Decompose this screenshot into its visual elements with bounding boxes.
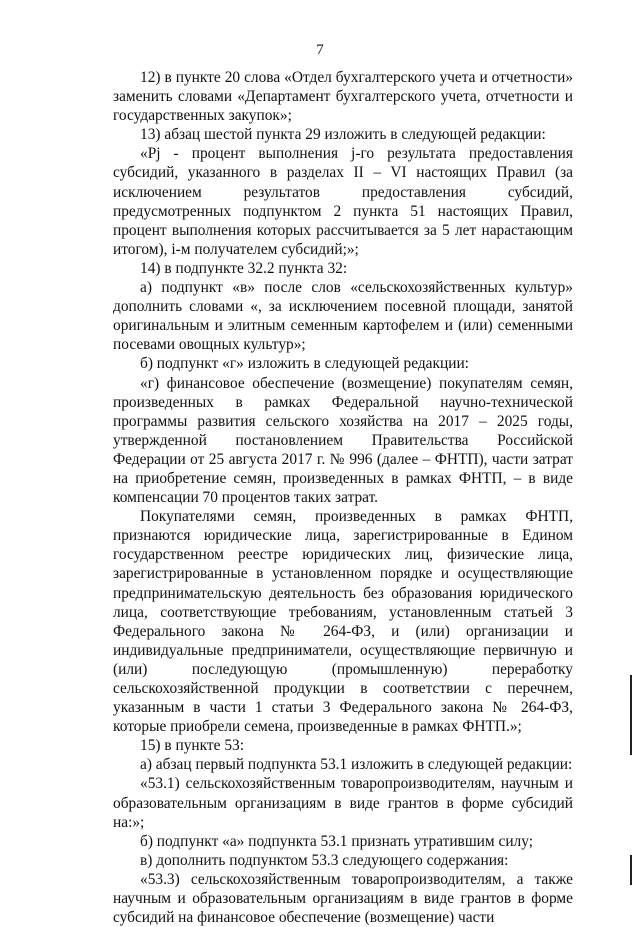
paragraph-15-b: б) подпункт «а» подпункта 53.1 признать утратившим силу; bbox=[140, 832, 534, 850]
paragraph-item-14: 14) в подпункте 32.2 пункта 32: bbox=[140, 259, 348, 277]
paragraph-15-v: в) дополнить подпунктом 53.3 следующего содержания: bbox=[140, 851, 509, 869]
paragraph-item-15: 15) в пункте 53: bbox=[140, 737, 244, 755]
paragraph-item-12: 12) в пункте 20 слова «Отдел бухгалтерского учета и отчетности» заменить словами «Департамент бухгалтерского учета, отчетности и государственных закупок»; bbox=[113, 69, 573, 125]
paragraph-15-a: а) абзац первый подпункта 53.1 изложить в следующей редакции: bbox=[140, 756, 573, 774]
paragraph-subitem-g: «г) финансовое обеспечение (возмещение) покупателям семян, произведенных в рамках Федеральной научно-технической программы развития сельского хозяйства на 2017 – 2025 годы, утвержденной постановлением Правительства Российской Федерации от 25 августа 2017 г. № 996 (далее – ФНТП), части затрат на приобретение семян, произведенных в рамках ФНТП, – в виде компенсации 70 процентов таких затрат. bbox=[113, 374, 573, 507]
paragraph-53-1: «53.1) сельскохозяйственным товаропроизводителям, научным и образовательным организациям в виде грантов в форме субсидий на:»; bbox=[113, 775, 573, 831]
page-number: 7 bbox=[316, 42, 324, 58]
paragraph-pj-definition: «Pj - процент выполнения j-го результата предоставления субсидий, указанного в разделах II – VI настоящих Правил (за исключением результатов предоставления субсидий, предусмотренных подпунктом 2 пункта 51 настоящих Правил, процент выполнения которых рассчитывается за 5 лет нарастающим итогом), i-м получателем субсидий;»; bbox=[113, 145, 573, 258]
paragraph-buyers: Покупателями семян, произведенных в рамках ФНТП, признаются юридические лица, зарегистрированные в Едином государственном реестре юридических лиц, физические лица, зарегистрированные в установленном порядке и осуществляющие предпринимательскую деятельность без образования юридического лица, соответствующие требованиям, установленным статьей 3 Федерального закона № 264-ФЗ, и (или) организации и индивидуальные предприниматели, осуществляющие первичную и (или) последующую (промышленную) переработку сельскохозяйственной продукции в соответствии с перечнем, указанным в части 1 статьи 3 Федерального закона № 264-ФЗ, которые приобрели семена, произведенные в рамках ФНТП.»; bbox=[113, 508, 573, 736]
document-body bbox=[113, 68, 573, 927]
paragraph-53-3: «53.3) сельскохозяйственным товаропроизводителям, а также научным и образовательным организациям в виде грантов в форме субсидий на финансовое обеспечение (возмещение) части bbox=[113, 870, 573, 927]
scan-edge-mark bbox=[630, 675, 632, 755]
paragraph-item-13: 13) абзац шестой пункта 29 изложить в следующей редакции: bbox=[140, 126, 546, 144]
scan-edge-mark bbox=[630, 855, 632, 885]
paragraph-subitem-a: а) подпункт «в» после слов «сельскохозяйственных культур» дополнить словами «, за исключением посевной площади, занятой оригинальным и элитным семенным картофелем и (или) семенными посевами овощных культур»; bbox=[113, 279, 573, 354]
paragraph-subitem-b: б) подпункт «г» изложить в следующей редакции: bbox=[140, 355, 469, 373]
